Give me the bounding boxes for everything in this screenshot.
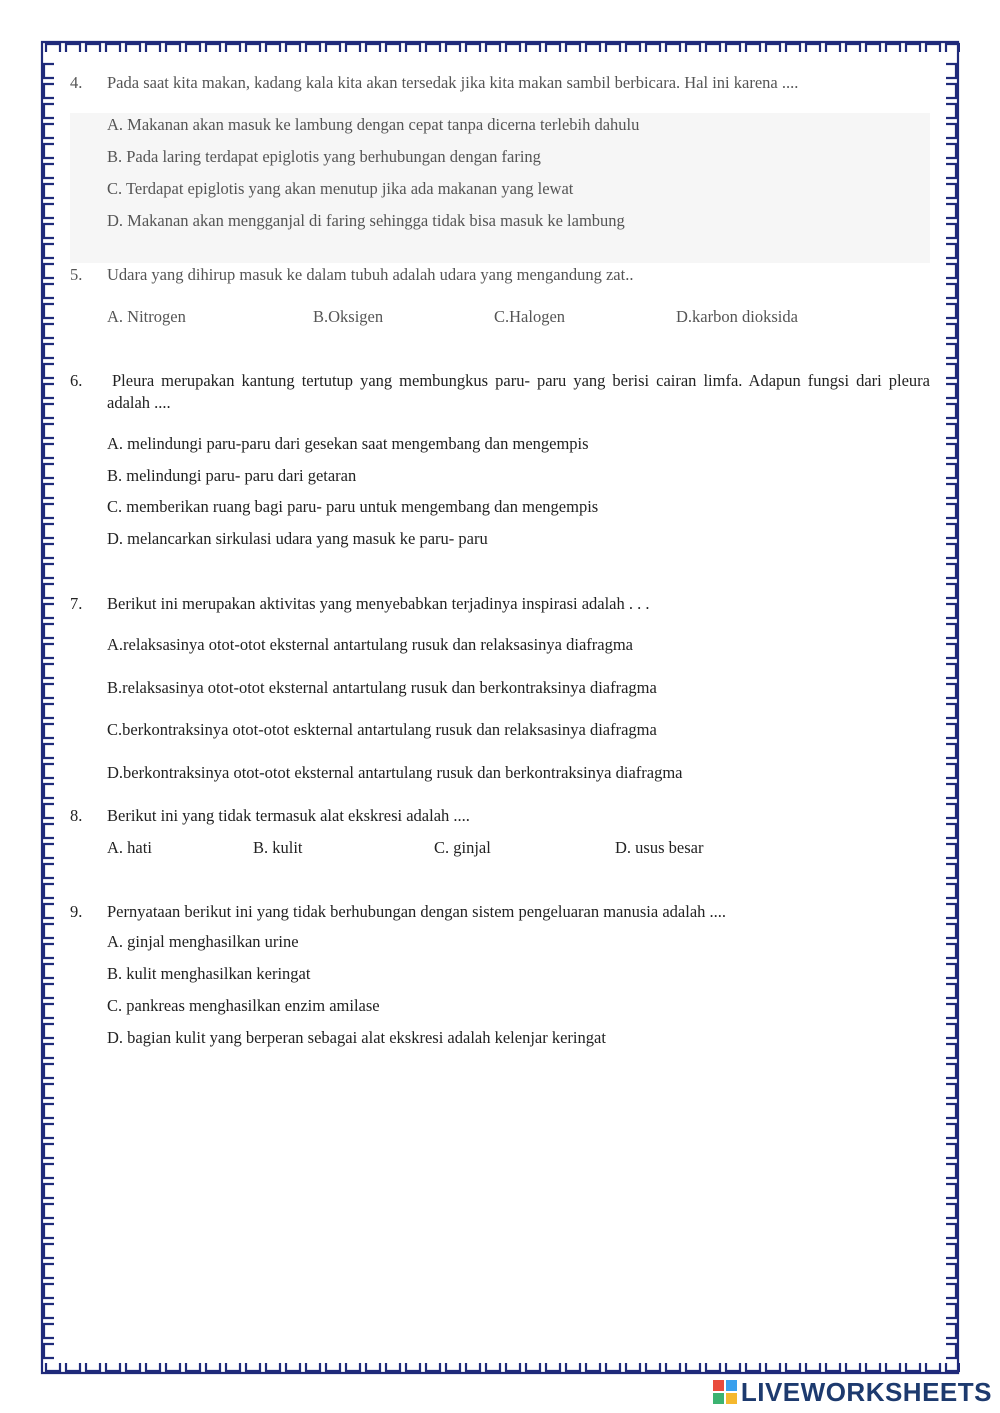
q6-option-d[interactable]: D. melancarkan sirkulasi udara yang masuk ke paru- paru: [107, 529, 488, 548]
question-9: [70, 901, 930, 923]
q6-option-c[interactable]: C. memberikan ruang bagi paru- paru untuk mengembang dan mengempis: [107, 497, 599, 516]
question-number: 7.: [70, 594, 83, 613]
q7-option-c[interactable]: C.berkontraksinya otot-otot eskternal antartulang rusuk dan relaksasinya diafragma: [107, 720, 657, 739]
q5-option-d[interactable]: D.karbon dioksida: [676, 307, 798, 326]
question-number: 9.: [70, 902, 83, 921]
q9-option-b[interactable]: B. kulit menghasilkan keringat: [107, 964, 311, 983]
question-number: 5.: [70, 265, 83, 284]
q4-option-a[interactable]: A. Makanan akan masuk ke lambung dengan cepat tanpa dicerna terlebih dahulu: [107, 115, 640, 134]
q7-option-d[interactable]: D.berkontraksinya otot-otot eksternal antartulang rusuk dan berkontraksinya diafragma: [107, 763, 683, 782]
q7-option-a[interactable]: A.relaksasinya otot-otot eksternal antartulang rusuk dan relaksasinya diafragma: [107, 635, 633, 654]
q9-option-c[interactable]: C. pankreas menghasilkan enzim amilase: [107, 996, 380, 1015]
q8-option-d[interactable]: D. usus besar: [615, 838, 704, 857]
question-stem: Pada saat kita makan, kadang kala kita akan tersedak jika kita makan sambil berbicara. Hal ini karena ....: [107, 73, 799, 92]
question-stem: Udara yang dihirup masuk ke dalam tubuh adalah udara yang mengandung zat..: [107, 265, 634, 284]
question-6: [70, 370, 930, 414]
q5-option-a[interactable]: A. Nitrogen: [107, 307, 186, 326]
q5-option-b[interactable]: B.Oksigen: [313, 307, 384, 326]
question-number: 6.: [70, 371, 83, 390]
q8-option-a[interactable]: A. hati: [107, 838, 152, 857]
liveworksheets-logo[interactable]: [713, 1377, 992, 1407]
logo-text: LIVEWORKSHEETS: [740, 1376, 992, 1407]
question-5: [70, 264, 930, 286]
q9-option-a[interactable]: A. ginjal menghasilkan urine: [107, 932, 299, 951]
logo-icon: [713, 1380, 737, 1404]
q5-option-c[interactable]: C.Halogen: [494, 307, 566, 326]
question-number: 8.: [70, 806, 83, 825]
q6-option-a[interactable]: A. melindungi paru-paru dari gesekan saat mengembang dan mengempis: [107, 434, 589, 453]
q7-option-b[interactable]: B.relaksasinya otot-otot eksternal antartulang rusuk dan berkontraksinya diafragma: [107, 678, 657, 697]
question-8: [70, 805, 930, 827]
q6-option-b[interactable]: B. melindungi paru- paru dari getaran: [107, 466, 357, 485]
q4-option-b[interactable]: B. Pada laring terdapat epiglotis yang berhubungan dengan faring: [107, 147, 541, 166]
question-stem: Pernyataan berikut ini yang tidak berhubungan dengan sistem pengeluaran manusia adalah ....: [107, 902, 727, 921]
q8-option-b[interactable]: B. kulit: [253, 838, 303, 857]
question-7: [70, 593, 930, 615]
q8-option-c[interactable]: C. ginjal: [434, 838, 491, 857]
question-stem: Berikut ini yang tidak termasuk alat ekskresi adalah ....: [107, 806, 470, 825]
question-stem: Berikut ini merupakan aktivitas yang menyebabkan terjadinya inspirasi adalah . . .: [107, 594, 650, 613]
q9-option-d[interactable]: D. bagian kulit yang berperan sebagai alat ekskresi adalah kelenjar keringat: [107, 1028, 606, 1047]
q4-option-d[interactable]: D. Makanan akan mengganjal di faring sehingga tidak bisa masuk ke lambung: [107, 211, 625, 230]
question-number: 4.: [70, 73, 83, 92]
q4-option-c[interactable]: C. Terdapat epiglotis yang akan menutup jika ada makanan yang lewat: [107, 179, 574, 198]
question-4: [70, 72, 930, 94]
question-stem: Pleura merupakan kantung tertutup yang membungkus paru- paru yang berisi cairan limfa. Adapun fungsi dari pleura adalah ....: [107, 371, 930, 412]
